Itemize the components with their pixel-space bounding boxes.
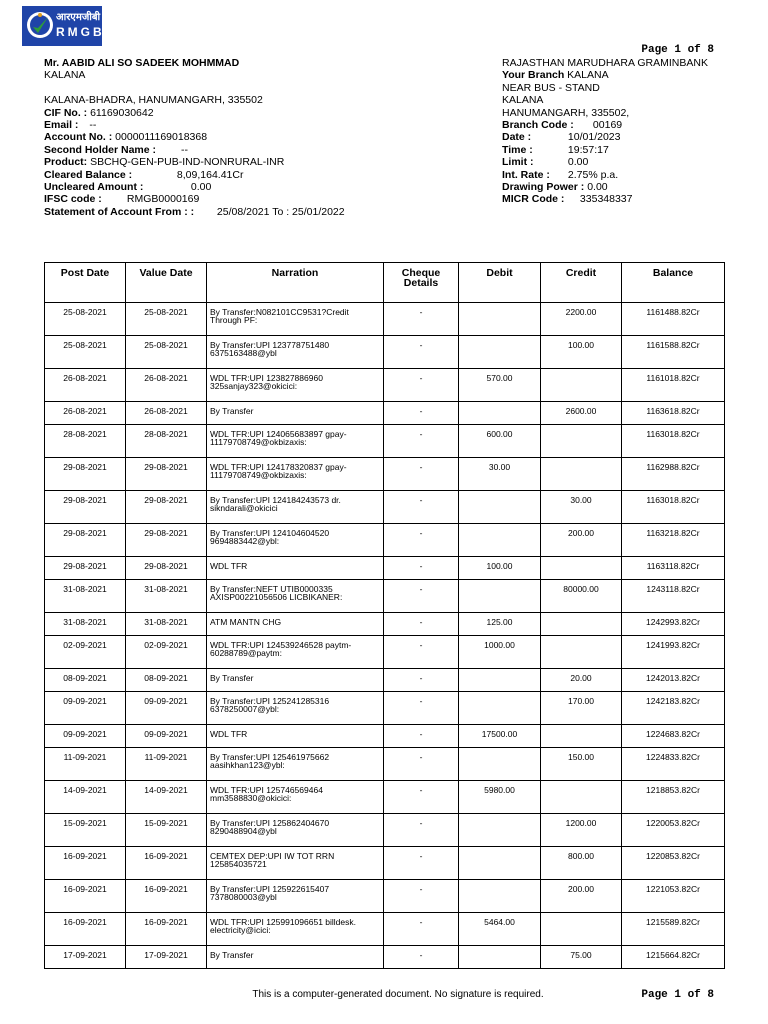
table-header-row [45, 263, 725, 303]
narration-cell [207, 725, 384, 748]
post-date-cell: 25-08-2021 [45, 303, 126, 336]
post-date-cell: 14-09-2021 [45, 781, 126, 814]
product-label: Product: [44, 156, 88, 169]
post-date-cell: 08-09-2021 [45, 669, 126, 692]
narration-line-1: WDL TFR:UPI 123827886960 [210, 373, 323, 383]
narration-line-1: ATM MANTN CHG [210, 617, 282, 627]
balance-cell: 1163218.82Cr [622, 524, 725, 557]
narration-line-1: By Transfer:N082101CC9531?Credit [210, 307, 349, 317]
balance-cell: 1163118.82Cr [622, 557, 725, 580]
narration-cell [207, 748, 384, 781]
table-row [45, 491, 725, 524]
table-row [45, 913, 725, 946]
post-date-cell: 29-08-2021 [45, 458, 126, 491]
bank-emblem-icon [25, 9, 55, 41]
cleared-balance-row [44, 169, 345, 181]
post-date-cell: 09-09-2021 [45, 725, 126, 748]
cheque-cell: - [384, 636, 459, 669]
credit-cell: 150.00 [541, 748, 622, 781]
micr-row [502, 193, 708, 205]
balance-cell: 1220053.82Cr [622, 814, 725, 847]
table-row [45, 557, 725, 580]
credit-cell [541, 458, 622, 491]
narration-line-1: By Transfer:UPI 125862404670 [210, 818, 330, 828]
narration-line-1: WDL TFR:UPI 124178320837 gpay- [210, 462, 347, 472]
narration-line-1: By Transfer [210, 673, 254, 683]
credit-cell: 80000.00 [541, 580, 622, 613]
post-date-cell: 28-08-2021 [45, 425, 126, 458]
debit-cell [459, 336, 541, 369]
limit-row [502, 156, 708, 168]
narration-line-2: 11179708749@okbizaxis: [210, 470, 307, 481]
header-debit: Debit [459, 263, 541, 303]
credit-cell: 1200.00 [541, 814, 622, 847]
ifsc-row [44, 193, 345, 205]
date-value: 10/01/2023 [567, 131, 621, 144]
narration-cell [207, 781, 384, 814]
narration-line-2: 9694883442@ybl: [210, 536, 280, 547]
balance-cell: 1218853.82Cr [622, 781, 725, 814]
narration-cell [207, 692, 384, 725]
cheque-cell: - [384, 669, 459, 692]
balance-cell: 1221053.82Cr [622, 880, 725, 913]
narration-cell [207, 303, 384, 336]
debit-cell: 17500.00 [459, 725, 541, 748]
post-date-cell: 31-08-2021 [45, 580, 126, 613]
credit-cell [541, 557, 622, 580]
drawing-power-label: Drawing Power : [502, 180, 585, 193]
branch-code-label: Branch Code : [502, 118, 574, 131]
cif-value: 61169030642 [90, 106, 154, 119]
narration-line-2: 325sanjay323@okicici: [210, 381, 298, 392]
cheque-cell: - [384, 369, 459, 402]
balance-cell: 1243118.82Cr [622, 580, 725, 613]
micr-label: MICR Code : [502, 193, 565, 206]
narration-line-2: sikndarali@okicici [210, 503, 278, 514]
uncleared-row [44, 181, 345, 193]
customer-village: KALANA [44, 69, 86, 82]
narration-line-2: 11179708749@okbizaxis: [210, 437, 307, 448]
value-date-cell: 16-09-2021 [126, 847, 207, 880]
cheque-cell: - [384, 402, 459, 425]
table-row [45, 725, 725, 748]
narration-line-1: WDL TFR:UPI 125991096651 billdesk. [210, 917, 356, 927]
header-narration: Narration [207, 263, 384, 303]
debit-cell: 570.00 [459, 369, 541, 402]
table-row [45, 369, 725, 402]
debit-cell [459, 692, 541, 725]
cheque-cell: - [384, 814, 459, 847]
narration-line-1: By Transfer:UPI 125241285316 [210, 696, 330, 706]
limit-label: Limit : [502, 156, 534, 169]
limit-value: 0.00 [567, 156, 589, 169]
int-rate-label: Int. Rate : [502, 168, 550, 181]
debit-cell [459, 669, 541, 692]
narration-line-1: By Transfer:UPI 124184243573 dr. [210, 495, 341, 505]
value-date-cell: 26-08-2021 [126, 402, 207, 425]
narration-line-1: WDL TFR:UPI 124539246528 paytm- [210, 640, 352, 650]
table-row [45, 336, 725, 369]
credit-cell: 200.00 [541, 524, 622, 557]
table-row [45, 303, 725, 336]
product-row [44, 156, 345, 168]
narration-line-2: 7378080003@ybl [210, 892, 277, 903]
table-row [45, 402, 725, 425]
value-date-cell: 17-09-2021 [126, 946, 207, 969]
your-branch-label: Your Branch [502, 69, 565, 82]
balance-cell: 1242993.82Cr [622, 613, 725, 636]
balance-cell: 1161588.82Cr [622, 336, 725, 369]
branch-address-3: HANUMANGARH, 335502, [502, 106, 630, 119]
email-label: Email : [44, 118, 79, 131]
page-indicator-bottom: Page 1 of 8 [641, 989, 714, 1001]
debit-cell [459, 880, 541, 913]
date-label: Date : [502, 131, 532, 144]
narration-line-2: 6378250007@ybl: [210, 704, 280, 715]
debit-cell [459, 580, 541, 613]
value-date-cell: 15-09-2021 [126, 814, 207, 847]
credit-cell [541, 369, 622, 402]
table-row [45, 636, 725, 669]
value-date-cell: 29-08-2021 [126, 458, 207, 491]
balance-cell: 1242183.82Cr [622, 692, 725, 725]
balance-cell: 1215589.82Cr [622, 913, 725, 946]
narration-line-2: mm3588830@okicici: [210, 793, 292, 804]
post-date-cell: 09-09-2021 [45, 692, 126, 725]
table-row [45, 814, 725, 847]
debit-cell [459, 814, 541, 847]
ifsc-label: IFSC code : [44, 193, 102, 206]
cheque-cell: - [384, 946, 459, 969]
narration-cell [207, 613, 384, 636]
credit-cell: 200.00 [541, 880, 622, 913]
narration-cell [207, 491, 384, 524]
header-post-date: Post Date [45, 263, 126, 303]
table-row [45, 669, 725, 692]
credit-cell [541, 725, 622, 748]
customer-name: Mr. AABID ALI SO SADEEK MOHMMAD [44, 57, 240, 69]
narration-line-2: 125854035721 [210, 859, 267, 870]
account-row [44, 131, 345, 143]
value-date-cell: 16-09-2021 [126, 913, 207, 946]
balance-cell: 1224833.82Cr [622, 748, 725, 781]
narration-cell [207, 669, 384, 692]
drawing-power-row [502, 181, 708, 193]
narration-cell [207, 369, 384, 402]
debit-cell [459, 524, 541, 557]
debit-cell [459, 946, 541, 969]
narration-line-1: By Transfer [210, 406, 254, 416]
narration-line-1: By Transfer:NEFT UTIB0000335 [210, 584, 333, 594]
second-holder-value: -- [180, 143, 188, 156]
cheque-cell: - [384, 692, 459, 725]
debit-cell: 5464.00 [459, 913, 541, 946]
cheque-cell: - [384, 748, 459, 781]
second-holder-row [44, 144, 345, 156]
narration-line-2: AXISP00221056506 LICBIKANER: [210, 592, 343, 603]
cif-label: CIF No. : [44, 106, 88, 119]
drawing-power-value: 0.00 [587, 180, 608, 193]
debit-cell: 30.00 [459, 458, 541, 491]
value-date-cell: 09-09-2021 [126, 725, 207, 748]
cheque-cell: - [384, 913, 459, 946]
cheque-cell: - [384, 425, 459, 458]
credit-cell [541, 913, 622, 946]
second-holder-label: Second Holder Name : [44, 143, 157, 156]
value-date-cell: 25-08-2021 [126, 303, 207, 336]
narration-cell [207, 880, 384, 913]
narration-cell [207, 557, 384, 580]
product-value: SBCHQ-GEN-PUB-IND-NONRURAL-INR [90, 156, 285, 169]
credit-cell [541, 636, 622, 669]
cheque-cell: - [384, 725, 459, 748]
cleared-balance-value: 8,09,164.41Cr [176, 168, 244, 181]
value-date-cell: 31-08-2021 [126, 580, 207, 613]
debit-cell [459, 847, 541, 880]
balance-cell: 1163618.82Cr [622, 402, 725, 425]
value-date-cell: 25-08-2021 [126, 336, 207, 369]
footer-note: This is a computer-generated document. No signature is required. [252, 989, 544, 1000]
value-date-cell: 09-09-2021 [126, 692, 207, 725]
cheque-cell: - [384, 524, 459, 557]
value-date-cell: 28-08-2021 [126, 425, 207, 458]
table-row [45, 425, 725, 458]
post-date-cell: 16-09-2021 [45, 880, 126, 913]
cheque-cell: - [384, 336, 459, 369]
your-branch-value: KALANA [567, 69, 609, 82]
table-row [45, 748, 725, 781]
debit-cell: 1000.00 [459, 636, 541, 669]
narration-cell [207, 913, 384, 946]
time-value: 19:57:17 [567, 143, 609, 156]
header-value-date: Value Date [126, 263, 207, 303]
post-date-cell: 29-08-2021 [45, 557, 126, 580]
post-date-cell: 02-09-2021 [45, 636, 126, 669]
customer-address: KALANA-BHADRA, HANUMANGARH, 335502 [44, 94, 263, 107]
narration-line-2: 6375163488@ybl [210, 348, 277, 359]
bank-name: RAJASTHAN MARUDHARA GRAMINBANK [502, 57, 708, 69]
cleared-balance-label: Cleared Balance : [44, 168, 133, 181]
your-branch-row [502, 69, 708, 81]
value-date-cell: 16-09-2021 [126, 880, 207, 913]
cheque-cell: - [384, 613, 459, 636]
narration-line-1: By Transfer:UPI 125922615407 [210, 884, 330, 894]
value-date-cell: 29-08-2021 [126, 557, 207, 580]
branch-address-2: KALANA [502, 94, 544, 107]
debit-cell: 125.00 [459, 613, 541, 636]
debit-cell [459, 402, 541, 425]
date-row [502, 131, 708, 143]
balance-cell: 1241993.82Cr [622, 636, 725, 669]
table-row [45, 524, 725, 557]
narration-line-1: WDL TFR:UPI 125746569464 [210, 785, 323, 795]
table-row [45, 946, 725, 969]
post-date-cell: 29-08-2021 [45, 491, 126, 524]
email-value: -- [89, 118, 97, 131]
table-row [45, 692, 725, 725]
balance-cell: 1242013.82Cr [622, 669, 725, 692]
narration-line-2: aasihkhan123@ybl: [210, 760, 285, 771]
value-date-cell: 26-08-2021 [126, 369, 207, 402]
cheque-cell: - [384, 847, 459, 880]
email-row [44, 119, 345, 131]
table-row [45, 847, 725, 880]
narration-cell [207, 425, 384, 458]
statement-period-row [44, 206, 345, 218]
debit-cell: 100.00 [459, 557, 541, 580]
logo-hindi-text: आरएमजीबी [56, 12, 101, 23]
int-rate-row [502, 169, 708, 181]
debit-cell [459, 491, 541, 524]
table-row [45, 781, 725, 814]
narration-line-2: electricity@icici: [210, 925, 271, 936]
branch-code-value: 00169 [592, 118, 623, 131]
debit-cell: 600.00 [459, 425, 541, 458]
cheque-cell: - [384, 880, 459, 913]
narration-line-1: WDL TFR [210, 561, 248, 571]
post-date-cell: 11-09-2021 [45, 748, 126, 781]
credit-cell [541, 425, 622, 458]
value-date-cell: 14-09-2021 [126, 781, 207, 814]
post-date-cell: 26-08-2021 [45, 402, 126, 425]
balance-cell: 1163018.82Cr [622, 425, 725, 458]
narration-cell [207, 580, 384, 613]
value-date-cell: 29-08-2021 [126, 491, 207, 524]
balance-cell: 1161018.82Cr [622, 369, 725, 402]
cheque-cell: - [384, 303, 459, 336]
header-balance: Balance [622, 263, 725, 303]
ifsc-value: RMGB0000169 [126, 193, 200, 206]
table-row [45, 880, 725, 913]
credit-cell: 800.00 [541, 847, 622, 880]
narration-cell [207, 524, 384, 557]
value-date-cell: 29-08-2021 [126, 524, 207, 557]
micr-value: 335348337 [579, 193, 633, 206]
narration-cell [207, 814, 384, 847]
balance-cell: 1161488.82Cr [622, 303, 725, 336]
credit-cell [541, 781, 622, 814]
table-row [45, 613, 725, 636]
balance-cell: 1220853.82Cr [622, 847, 725, 880]
narration-line-1: CEMTEX DEP:UPI IW TOT RRN [210, 851, 335, 861]
debit-cell [459, 303, 541, 336]
narration-cell [207, 636, 384, 669]
post-date-cell: 26-08-2021 [45, 369, 126, 402]
balance-cell: 1163018.82Cr [622, 491, 725, 524]
balance-cell: 1215664.82Cr [622, 946, 725, 969]
debit-cell [459, 748, 541, 781]
post-date-cell: 31-08-2021 [45, 613, 126, 636]
post-date-cell: 29-08-2021 [45, 524, 126, 557]
narration-cell [207, 458, 384, 491]
account-label: Account No. : [44, 131, 113, 144]
bank-logo [22, 6, 105, 46]
page-indicator-top: Page 1 of 8 [641, 44, 714, 56]
header-credit: Credit [541, 263, 622, 303]
balance-cell: 1224683.82Cr [622, 725, 725, 748]
post-date-cell: 16-09-2021 [45, 913, 126, 946]
narration-line-2: Through PF: [210, 315, 258, 326]
credit-cell: 2600.00 [541, 402, 622, 425]
table-row [45, 580, 725, 613]
cheque-cell: - [384, 781, 459, 814]
statement-period-value: 25/08/2021 To : 25/01/2022 [216, 205, 345, 218]
cheque-cell: - [384, 580, 459, 613]
int-rate-value: 2.75% p.a. [567, 168, 619, 181]
statement-period-label: Statement of Account From : : [44, 205, 195, 218]
balance-cell: 1162988.82Cr [622, 458, 725, 491]
value-date-cell: 02-09-2021 [126, 636, 207, 669]
branch-code-row [502, 119, 708, 131]
narration-cell [207, 336, 384, 369]
cheque-cell: - [384, 458, 459, 491]
post-date-cell: 25-08-2021 [45, 336, 126, 369]
customer-details [44, 57, 345, 218]
cheque-cell: - [384, 491, 459, 524]
narration-line-1: By Transfer:UPI 125461975662 [210, 752, 330, 762]
branch-details [502, 57, 708, 206]
credit-cell: 2200.00 [541, 303, 622, 336]
narration-line-1: WDL TFR [210, 729, 248, 739]
narration-cell [207, 847, 384, 880]
credit-cell [541, 613, 622, 636]
branch-address-1: NEAR BUS - STAND [502, 81, 600, 94]
cheque-cell: - [384, 557, 459, 580]
credit-cell: 100.00 [541, 336, 622, 369]
narration-line-1: By Transfer [210, 950, 254, 960]
statement-table-body [45, 303, 725, 969]
narration-cell [207, 402, 384, 425]
uncleared-label: Uncleared Amount : [44, 180, 144, 193]
logo-text: RMGB [56, 25, 105, 39]
narration-line-2: 60288789@paytm: [210, 648, 282, 659]
cif-row [44, 107, 345, 119]
uncleared-value: 0.00 [190, 180, 212, 193]
header-cheque-details: Cheque Details [384, 263, 459, 303]
statement-table [44, 262, 725, 969]
time-row [502, 144, 708, 156]
table-row [45, 458, 725, 491]
post-date-cell: 16-09-2021 [45, 847, 126, 880]
value-date-cell: 08-09-2021 [126, 669, 207, 692]
value-date-cell: 11-09-2021 [126, 748, 207, 781]
narration-cell [207, 946, 384, 969]
credit-cell: 20.00 [541, 669, 622, 692]
time-label: Time : [502, 143, 533, 156]
narration-line-2: 8290488904@ybl [210, 826, 277, 837]
credit-cell: 75.00 [541, 946, 622, 969]
narration-line-1: By Transfer:UPI 123778751480 [210, 340, 330, 350]
narration-line-1: By Transfer:UPI 124104604520 [210, 528, 330, 538]
account-value: 0000011169018368 [115, 131, 208, 144]
value-date-cell: 31-08-2021 [126, 613, 207, 636]
credit-cell: 30.00 [541, 491, 622, 524]
post-date-cell: 17-09-2021 [45, 946, 126, 969]
credit-cell: 170.00 [541, 692, 622, 725]
post-date-cell: 15-09-2021 [45, 814, 126, 847]
debit-cell: 5980.00 [459, 781, 541, 814]
narration-line-1: WDL TFR:UPI 124065683897 gpay- [210, 429, 347, 439]
